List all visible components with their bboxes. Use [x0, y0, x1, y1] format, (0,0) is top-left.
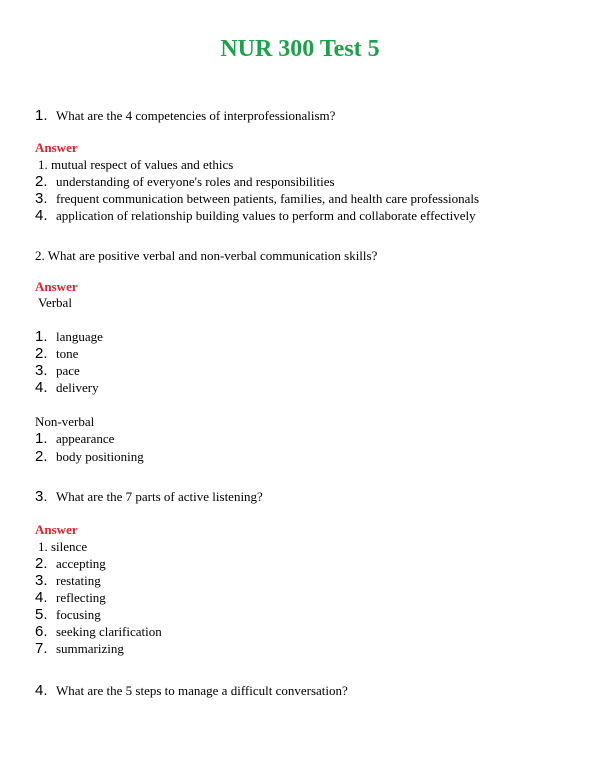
answer-1-item-4	[35, 208, 476, 224]
list-number: 3.	[35, 190, 48, 207]
list-number: 7.	[35, 640, 48, 657]
list-number: 4.	[35, 589, 48, 606]
question-3	[35, 489, 263, 505]
list-number: 1.	[35, 430, 48, 447]
verbal-item-2	[35, 346, 78, 362]
list-text: focusing	[56, 607, 101, 622]
answer-label-2: Answer	[35, 279, 78, 294]
nonverbal-item-2	[35, 449, 144, 465]
answer-3-item-2	[35, 556, 106, 572]
nonverbal-heading: Non-verbal	[35, 414, 95, 429]
list-text: seeking clarification	[56, 624, 162, 639]
list-text: frequent communication between patients, families, and health care professionals	[56, 191, 480, 206]
list-number: 2.	[35, 448, 48, 465]
list-text: application of relationship building values to perform and collaborate effectively	[56, 208, 476, 223]
answer-1-item-1: 1. mutual respect of values and ethics	[38, 157, 234, 172]
question-2: 2. What are positive verbal and non-verbal communication skills?	[35, 248, 378, 263]
list-number: 3.	[35, 572, 48, 589]
list-number: 1.	[35, 328, 48, 345]
answer-3-item-3	[35, 573, 101, 589]
question-1	[35, 108, 335, 124]
list-text: accepting	[56, 556, 106, 571]
list-text: understanding of everyone's roles and responsibilities	[56, 174, 335, 189]
question-text: What are the 5 steps to manage a difficult conversation?	[56, 683, 348, 698]
answer-3-item-1: 1. silence	[38, 539, 88, 554]
list-number: 2.	[35, 555, 48, 572]
answer-3-item-7	[35, 641, 124, 657]
list-number: 5.	[35, 606, 48, 623]
answer-1-item-3	[35, 191, 479, 207]
verbal-item-1	[35, 329, 103, 345]
document-title: NUR 300 Test 5	[220, 36, 380, 62]
list-number: 4.	[35, 207, 48, 224]
answer-label-3: Answer	[35, 522, 78, 537]
answer-3-item-5	[35, 607, 101, 623]
list-text: appearance	[56, 431, 115, 446]
list-text: reflecting	[56, 590, 106, 605]
answer-label-1: Answer	[35, 140, 78, 155]
list-text: language	[56, 329, 103, 344]
list-text: summarizing	[56, 641, 124, 656]
list-number: 3.	[35, 362, 48, 379]
verbal-heading: Verbal	[38, 295, 72, 310]
verbal-item-4	[35, 380, 99, 396]
question-text: What are the 7 parts of active listening?	[56, 489, 263, 504]
nonverbal-item-1	[35, 431, 114, 447]
question-text: What are the 4 competencies of interprofessionalism?	[56, 108, 336, 123]
list-number: 2.	[35, 173, 48, 190]
list-text: restating	[56, 573, 101, 588]
list-number: 6.	[35, 623, 48, 640]
answer-3-item-6	[35, 624, 162, 640]
list-number: 4.	[35, 379, 48, 396]
question-number: 4.	[35, 682, 48, 699]
question-4	[35, 683, 348, 699]
list-text: tone	[56, 346, 79, 361]
answer-3-item-4	[35, 590, 106, 606]
question-number: 3.	[35, 488, 48, 505]
list-text: delivery	[56, 380, 99, 395]
answer-1-item-2	[35, 174, 335, 190]
list-number: 2.	[35, 345, 48, 362]
verbal-item-3	[35, 363, 80, 379]
list-text: body positioning	[56, 449, 144, 464]
list-text: pace	[56, 363, 80, 378]
question-number: 1.	[35, 107, 48, 124]
